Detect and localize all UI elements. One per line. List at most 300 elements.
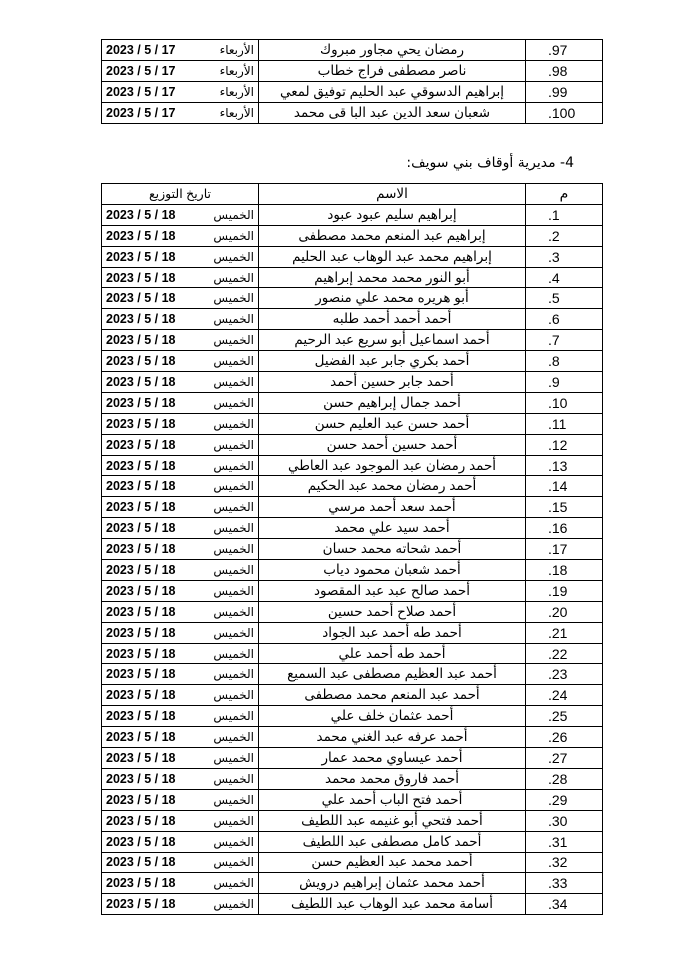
- row-number: .32: [548, 854, 568, 871]
- name-cell: أحمد عبد المنعم محمد مصطفى: [259, 685, 526, 706]
- date-value: 2023 / 5 / 18: [106, 207, 176, 222]
- name-cell: أحمد شعبان محمود دياب: [259, 560, 526, 581]
- row-number: .25: [548, 708, 568, 725]
- date-value: 2023 / 5 / 18: [106, 312, 176, 327]
- row-number-cell: [526, 61, 603, 82]
- row-number: .24: [548, 687, 568, 704]
- date-value: 2023 / 5 / 18: [106, 834, 176, 849]
- name-cell: أحمد جابر حسين أحمد: [259, 372, 526, 393]
- row-number-cell: [526, 330, 603, 351]
- date-value: 2023 / 5 / 18: [106, 855, 176, 870]
- row-number-cell: [526, 789, 603, 810]
- name-cell: إبراهيم الدسوقي عبد الحليم توفيق لمعي: [259, 82, 526, 103]
- row-number: .3: [548, 248, 560, 265]
- day-name: الخميس: [213, 249, 254, 264]
- row-number: .17: [548, 541, 568, 558]
- day-name: الخميس: [213, 374, 254, 389]
- name-cell: رمضان يحي مجاور مبروك: [259, 40, 526, 61]
- table-row: [102, 204, 603, 225]
- row-number-cell: [526, 246, 603, 267]
- date-value: 2023 / 5 / 18: [106, 709, 176, 724]
- table-row: [102, 40, 603, 61]
- beni-suef-table-body: [102, 204, 603, 914]
- date-value: 2023 / 5 / 18: [106, 354, 176, 369]
- distribution-date-cell: [102, 40, 259, 61]
- distribution-date-cell: [102, 580, 259, 601]
- row-number: .21: [548, 624, 568, 641]
- row-number-cell: [526, 476, 603, 497]
- row-number-cell: [526, 894, 603, 915]
- date-cell-content: [106, 375, 254, 389]
- name-cell: أحمد فتحي أبو غنيمه عبد اللطيف: [259, 810, 526, 831]
- row-number: .5: [548, 290, 560, 307]
- row-number: .1: [548, 206, 560, 223]
- name-cell: أحمد طه أحمد علي: [259, 643, 526, 664]
- date-cell-content: [106, 417, 254, 431]
- day-name: الخميس: [213, 876, 254, 891]
- row-number-cell: [526, 685, 603, 706]
- table-header: [102, 184, 603, 205]
- row-number: .18: [548, 561, 568, 578]
- date-cell-content: [106, 312, 254, 326]
- name-cell: أحمد حسين أحمد حسن: [259, 434, 526, 455]
- distribution-date-cell: [102, 852, 259, 873]
- table-row: [102, 852, 603, 873]
- distribution-date-cell: [102, 309, 259, 330]
- name-cell: أحمد جمال إبراهيم حسن: [259, 392, 526, 413]
- date-cell-content: [106, 709, 254, 723]
- date-value: 2023 / 5 / 18: [106, 792, 176, 807]
- day-name: الخميس: [213, 500, 254, 515]
- table-row: [102, 727, 603, 748]
- row-number-cell: [526, 497, 603, 518]
- distribution-date-cell: [102, 288, 259, 309]
- day-name: الخميس: [213, 855, 254, 870]
- date-value: 2023 / 5 / 18: [106, 500, 176, 515]
- distribution-date-cell: [102, 518, 259, 539]
- beni-suef-table: [101, 183, 603, 915]
- day-name: الخميس: [213, 792, 254, 807]
- day-name: الخميس: [213, 270, 254, 285]
- distribution-date-cell: [102, 831, 259, 852]
- row-number: .26: [548, 729, 568, 746]
- table-row: [102, 434, 603, 455]
- date-value: 2023 / 5 / 18: [106, 667, 176, 682]
- row-number: .8: [548, 353, 560, 370]
- table-row: [102, 831, 603, 852]
- date-value: 2023 / 5 / 17: [106, 64, 176, 78]
- distribution-date-cell: [102, 61, 259, 82]
- table-row: [102, 643, 603, 664]
- date-cell-content: [106, 208, 254, 222]
- table-row: [102, 330, 603, 351]
- distribution-date-cell: [102, 267, 259, 288]
- date-value: 2023 / 5 / 18: [106, 897, 176, 912]
- date-value: 2023 / 5 / 18: [106, 876, 176, 891]
- name-cell: أحمد محمد عبد العظيم حسن: [259, 852, 526, 873]
- date-value: 2023 / 5 / 18: [106, 458, 176, 473]
- distribution-date-cell: [102, 789, 259, 810]
- row-number-cell: [526, 727, 603, 748]
- date-cell-content: [106, 438, 254, 452]
- date-value: 2023 / 5 / 18: [106, 249, 176, 264]
- name-cell: أبو هريره محمد علي منصور: [259, 288, 526, 309]
- row-number-cell: [526, 288, 603, 309]
- distribution-date-cell: [102, 497, 259, 518]
- name-cell: أحمد عيساوي محمد عمار: [259, 748, 526, 769]
- day-name: الأربعاء: [219, 85, 254, 99]
- date-cell-content: [106, 459, 254, 473]
- row-number: .27: [548, 749, 568, 766]
- date-value: 2023 / 5 / 18: [106, 479, 176, 494]
- table-row: [102, 560, 603, 581]
- day-name: الخميس: [213, 730, 254, 745]
- table-row: [102, 103, 603, 124]
- day-name: الخميس: [213, 395, 254, 410]
- distribution-date-cell: [102, 246, 259, 267]
- distribution-date-cell: [102, 622, 259, 643]
- distribution-date-cell: [102, 768, 259, 789]
- row-number: .6: [548, 311, 560, 328]
- date-value: 2023 / 5 / 17: [106, 106, 176, 120]
- distribution-date-cell: [102, 413, 259, 434]
- name-cell: أحمد فاروق محمد محمد: [259, 768, 526, 789]
- distribution-date-cell: [102, 225, 259, 246]
- distribution-date-cell: [102, 82, 259, 103]
- day-name: الخميس: [213, 646, 254, 661]
- day-name: الخميس: [213, 291, 254, 306]
- day-name: الخميس: [213, 813, 254, 828]
- header-row: [102, 184, 603, 205]
- row-number: .20: [548, 603, 568, 620]
- date-value: 2023 / 5 / 18: [106, 374, 176, 389]
- date-value: 2023 / 5 / 18: [106, 750, 176, 765]
- table-row: [102, 61, 603, 82]
- distribution-date-cell: [102, 706, 259, 727]
- table-row: [102, 622, 603, 643]
- row-number-cell: [526, 560, 603, 581]
- date-value: 2023 / 5 / 18: [106, 730, 176, 745]
- distribution-date-cell: [102, 204, 259, 225]
- table-row: [102, 601, 603, 622]
- date-cell-content: [106, 396, 254, 410]
- day-name: الخميس: [213, 771, 254, 786]
- date-cell-content: [106, 772, 254, 786]
- table-row: [102, 580, 603, 601]
- day-name: الخميس: [213, 709, 254, 724]
- date-cell-content: [106, 793, 254, 807]
- table-row: [102, 539, 603, 560]
- table-row: [102, 82, 603, 103]
- name-cell: أحمد رمضان محمد عبد الحكيم: [259, 476, 526, 497]
- row-number: .97: [548, 42, 568, 58]
- table-row: [102, 768, 603, 789]
- name-cell: أحمد حسن عبد العليم حسن: [259, 413, 526, 434]
- row-number-cell: [526, 413, 603, 434]
- distribution-date-cell: [102, 810, 259, 831]
- date-cell-content: [106, 271, 254, 285]
- name-cell: أحمد محمد عثمان إبراهيم درويش: [259, 873, 526, 894]
- row-number-cell: [526, 664, 603, 685]
- day-name: الخميس: [213, 479, 254, 494]
- date-value: 2023 / 5 / 18: [106, 771, 176, 786]
- table-row: [102, 392, 603, 413]
- header-name: الاسم: [259, 184, 526, 205]
- date-value: 2023 / 5 / 17: [106, 85, 176, 99]
- date-cell-content: [106, 479, 254, 493]
- row-number-cell: [526, 82, 603, 103]
- date-cell-content: [106, 250, 254, 264]
- row-number: .12: [548, 436, 568, 453]
- date-value: 2023 / 5 / 18: [106, 333, 176, 348]
- row-number-cell: [526, 810, 603, 831]
- row-number-cell: [526, 351, 603, 372]
- row-number-cell: [526, 225, 603, 246]
- name-cell: أحمد عثمان خلف علي: [259, 706, 526, 727]
- day-name: الأربعاء: [219, 106, 254, 120]
- day-name: الخميس: [213, 688, 254, 703]
- date-value: 2023 / 5 / 18: [106, 228, 176, 243]
- date-value: 2023 / 5 / 18: [106, 688, 176, 703]
- name-cell: أحمد صالح عبد عبد المقصود: [259, 580, 526, 601]
- date-cell-content: [106, 751, 254, 765]
- distribution-date-cell: [102, 643, 259, 664]
- row-number: .10: [548, 394, 568, 411]
- date-cell-content: [106, 229, 254, 243]
- name-cell: أبو النور محمد محمد إبراهيم: [259, 267, 526, 288]
- table-row: [102, 246, 603, 267]
- day-name: الخميس: [213, 333, 254, 348]
- date-cell-content: [106, 563, 254, 577]
- date-cell-content: [106, 85, 254, 99]
- table-row: [102, 288, 603, 309]
- name-cell: أحمد سيد علي محمد: [259, 518, 526, 539]
- row-number-cell: [526, 831, 603, 852]
- day-name: الخميس: [213, 604, 254, 619]
- row-number: .99: [548, 84, 568, 100]
- name-cell: أحمد اسماعيل أبو سريع عبد الرحيم: [259, 330, 526, 351]
- date-value: 2023 / 5 / 18: [106, 542, 176, 557]
- row-number: .4: [548, 269, 560, 286]
- day-name: الخميس: [213, 416, 254, 431]
- date-cell-content: [106, 542, 254, 556]
- name-cell: أحمد بكري جابر عبد الفضيل: [259, 351, 526, 372]
- name-cell: إبراهيم محمد عبد الوهاب عبد الحليم: [259, 246, 526, 267]
- date-value: 2023 / 5 / 18: [106, 813, 176, 828]
- row-number: .100: [548, 105, 576, 121]
- row-number: .31: [548, 833, 568, 850]
- day-name: الخميس: [213, 207, 254, 222]
- date-cell-content: [106, 605, 254, 619]
- name-cell: أحمد شحاته محمد حسان: [259, 539, 526, 560]
- date-value: 2023 / 5 / 18: [106, 291, 176, 306]
- name-cell: أحمد سعد أحمد مرسي: [259, 497, 526, 518]
- date-value: 2023 / 5 / 18: [106, 521, 176, 536]
- name-cell: أحمد طه أحمد عبد الجواد: [259, 622, 526, 643]
- row-number: .34: [548, 896, 568, 913]
- table-row: [102, 225, 603, 246]
- distribution-date-cell: [102, 103, 259, 124]
- row-number-cell: [526, 601, 603, 622]
- name-cell: شعبان سعد الدين عبد البا قى محمد: [259, 103, 526, 124]
- row-number: .11: [548, 415, 567, 432]
- date-cell-content: [106, 814, 254, 828]
- date-cell-content: [106, 106, 254, 120]
- day-name: الخميس: [213, 562, 254, 577]
- table-row: [102, 476, 603, 497]
- table-row: [102, 455, 603, 476]
- table-row: [102, 894, 603, 915]
- date-cell-content: [106, 521, 254, 535]
- row-number-cell: [526, 40, 603, 61]
- name-cell: إبراهيم عبد المنعم محمد مصطفى: [259, 225, 526, 246]
- day-name: الخميس: [213, 583, 254, 598]
- table-row: [102, 748, 603, 769]
- name-cell: ناصر مصطفى فراج خطاب: [259, 61, 526, 82]
- row-number-cell: [526, 706, 603, 727]
- row-number-cell: [526, 518, 603, 539]
- date-value: 2023 / 5 / 18: [106, 583, 176, 598]
- day-name: الخميس: [213, 312, 254, 327]
- table-row: [102, 518, 603, 539]
- table-row: [102, 372, 603, 393]
- row-number: .16: [548, 520, 568, 537]
- row-number-cell: [526, 267, 603, 288]
- date-value: 2023 / 5 / 18: [106, 416, 176, 431]
- date-cell-content: [106, 43, 254, 57]
- table-row: [102, 810, 603, 831]
- date-cell-content: [106, 855, 254, 869]
- distribution-date-cell: [102, 873, 259, 894]
- distribution-date-cell: [102, 560, 259, 581]
- distribution-date-cell: [102, 372, 259, 393]
- day-name: الأربعاء: [219, 64, 254, 78]
- name-cell: إبراهيم سليم عبود عبود: [259, 204, 526, 225]
- distribution-date-cell: [102, 351, 259, 372]
- date-cell-content: [106, 584, 254, 598]
- date-cell-content: [106, 730, 254, 744]
- day-name: الأربعاء: [219, 43, 254, 57]
- date-value: 2023 / 5 / 17: [106, 43, 176, 57]
- distribution-date-cell: [102, 748, 259, 769]
- row-number: .13: [548, 457, 568, 474]
- row-number: .23: [548, 666, 568, 683]
- name-cell: أحمد عبد العظيم مصطفى عبد السميع: [259, 664, 526, 685]
- day-name: الخميس: [213, 897, 254, 912]
- date-value: 2023 / 5 / 18: [106, 395, 176, 410]
- distribution-date-cell: [102, 476, 259, 497]
- previous-directorate-table: [101, 39, 603, 124]
- date-value: 2023 / 5 / 18: [106, 437, 176, 452]
- date-cell-content: [106, 354, 254, 368]
- date-value: 2023 / 5 / 18: [106, 646, 176, 661]
- row-number-cell: [526, 372, 603, 393]
- table-row: [102, 685, 603, 706]
- row-number-cell: [526, 392, 603, 413]
- row-number-cell: [526, 455, 603, 476]
- row-number: .7: [548, 332, 560, 349]
- distribution-date-cell: [102, 685, 259, 706]
- day-name: الخميس: [213, 834, 254, 849]
- date-cell-content: [106, 500, 254, 514]
- previous-table-body: [102, 40, 603, 124]
- day-name: الخميس: [213, 458, 254, 473]
- distribution-date-cell: [102, 392, 259, 413]
- date-cell-content: [106, 333, 254, 347]
- header-number: م: [526, 184, 603, 205]
- row-number-cell: [526, 748, 603, 769]
- date-cell-content: [106, 291, 254, 305]
- date-value: 2023 / 5 / 18: [106, 604, 176, 619]
- row-number-cell: [526, 580, 603, 601]
- table-row: [102, 413, 603, 434]
- row-number: .19: [548, 582, 568, 599]
- name-cell: أحمد كامل مصطفى عبد اللطيف: [259, 831, 526, 852]
- row-number-cell: [526, 434, 603, 455]
- table-row: [102, 497, 603, 518]
- table-row: [102, 664, 603, 685]
- row-number: .14: [548, 478, 568, 495]
- distribution-date-cell: [102, 434, 259, 455]
- row-number-cell: [526, 204, 603, 225]
- date-cell-content: [106, 64, 254, 78]
- row-number-cell: [526, 103, 603, 124]
- distribution-date-cell: [102, 330, 259, 351]
- distribution-date-cell: [102, 727, 259, 748]
- row-number-cell: [526, 873, 603, 894]
- date-cell-content: [106, 667, 254, 681]
- row-number: .28: [548, 770, 568, 787]
- distribution-date-cell: [102, 894, 259, 915]
- row-number: .30: [548, 812, 568, 829]
- day-name: الخميس: [213, 437, 254, 452]
- name-cell: أحمد رمضان عبد الموجود عبد العاطي: [259, 455, 526, 476]
- row-number-cell: [526, 309, 603, 330]
- table-row: [102, 873, 603, 894]
- row-number: .2: [548, 227, 560, 244]
- date-cell-content: [106, 647, 254, 661]
- table-row: [102, 706, 603, 727]
- row-number-cell: [526, 539, 603, 560]
- row-number-cell: [526, 643, 603, 664]
- row-number-cell: [526, 852, 603, 873]
- row-number: .9: [548, 373, 560, 390]
- day-name: الخميس: [213, 228, 254, 243]
- day-name: الخميس: [213, 625, 254, 640]
- distribution-date-cell: [102, 601, 259, 622]
- date-cell-content: [106, 897, 254, 911]
- day-name: الخميس: [213, 521, 254, 536]
- date-value: 2023 / 5 / 18: [106, 625, 176, 640]
- name-cell: أحمد صلاح أحمد حسين: [259, 601, 526, 622]
- date-cell-content: [106, 835, 254, 849]
- row-number: .29: [548, 791, 568, 808]
- table-row: [102, 351, 603, 372]
- name-cell: أسامة محمد عبد الوهاب عبد اللطيف: [259, 894, 526, 915]
- header-distribution-date: تاريخ التوزيع: [102, 184, 259, 205]
- distribution-date-cell: [102, 539, 259, 560]
- row-number: .22: [548, 645, 568, 662]
- distribution-date-cell: [102, 455, 259, 476]
- row-number: .98: [548, 63, 568, 79]
- name-cell: أحمد أحمد أحمد طلبه: [259, 309, 526, 330]
- table-row: [102, 267, 603, 288]
- table-row: [102, 309, 603, 330]
- table-row: [102, 789, 603, 810]
- date-cell-content: [106, 876, 254, 890]
- distribution-date-cell: [102, 664, 259, 685]
- row-number-cell: [526, 622, 603, 643]
